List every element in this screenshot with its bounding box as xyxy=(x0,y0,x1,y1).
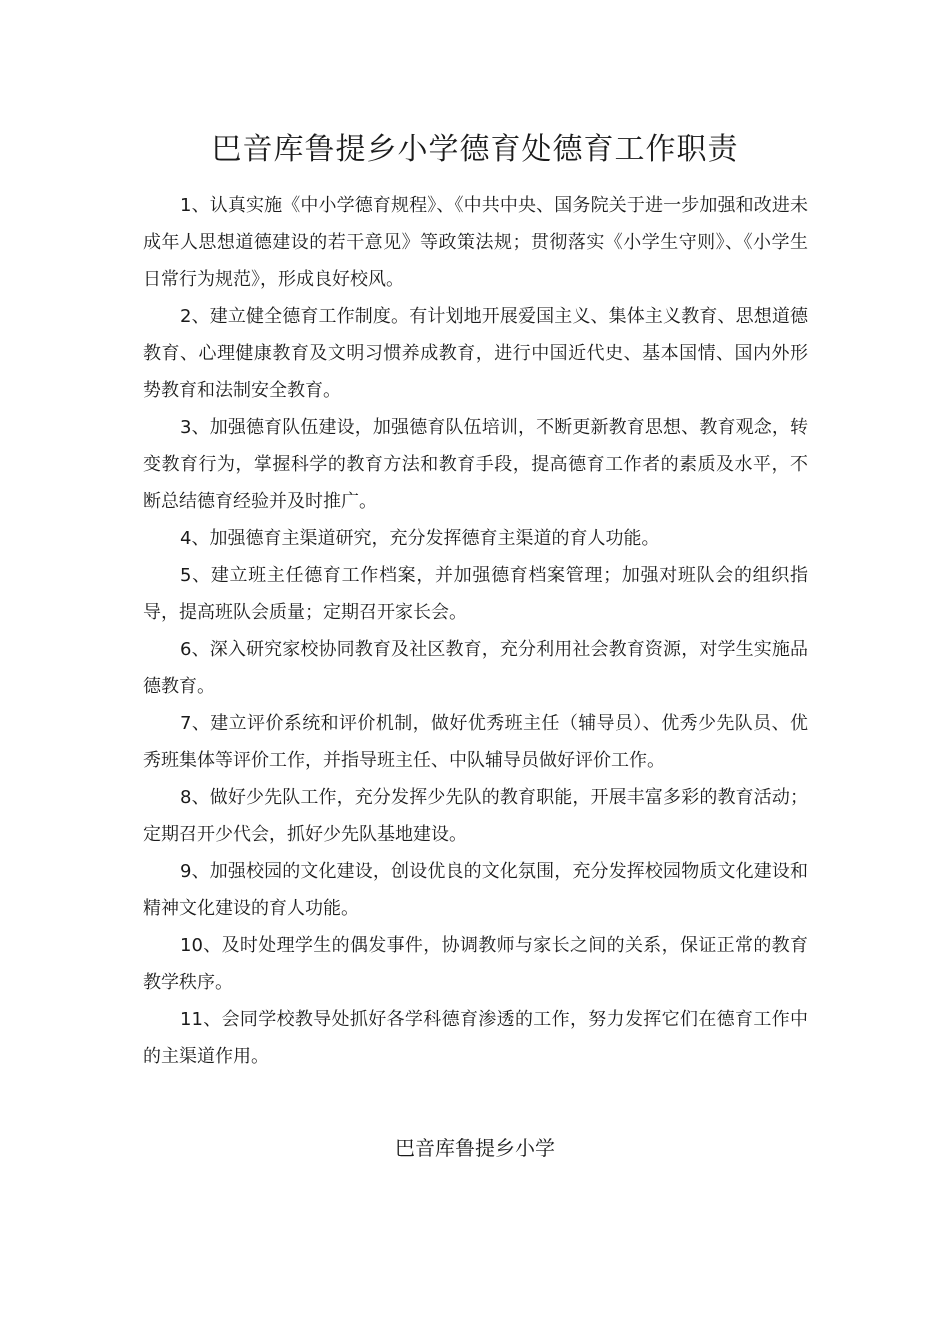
duty-item-4: 4、加强德育主渠道研究，充分发挥德育主渠道的育人功能。 xyxy=(180,528,660,549)
signature-school-name: 巴音库鲁提乡小学 xyxy=(395,1136,555,1160)
duty-item-1: 1、认真实施《中小学德育规程》、《中共中央、国务院关于进一步加强和改进未成年人思想道德建设的若干意见》等政策法规；贯彻落实《小学生守则》、《小学生日常行为规范》，形成良好校风。 xyxy=(143,195,808,290)
duty-item-10: 10、及时处理学生的偶发事件，协调教师与家长之间的关系，保证正常的教育教学秩序。 xyxy=(143,935,808,993)
document-body xyxy=(143,187,808,1075)
duty-item-7: 7、建立评价系统和评价机制，做好优秀班主任（辅导员）、优秀少先队员、优秀班集体等评价工作，并指导班主任、中队辅导员做好评价工作。 xyxy=(143,713,808,771)
duty-item-5: 5、建立班主任德育工作档案，并加强德育档案管理；加强对班队会的组织指导，提高班队会质量；定期召开家长会。 xyxy=(143,565,808,623)
duty-item-3: 3、加强德育队伍建设，加强德育队伍培训，不断更新教育思想、教育观念，转变教育行为，掌握科学的教育方法和教育手段，提高德育工作者的素质及水平，不断总结德育经验并及时推广。 xyxy=(143,417,808,512)
duty-item-9: 9、加强校园的文化建设，创设优良的文化氛围，充分发挥校园物质文化建设和精神文化建设的育人功能。 xyxy=(143,861,808,919)
duty-item-2: 2、建立健全德育工作制度。有计划地开展爱国主义、集体主义教育、思想道德教育、心理健康教育及文明习惯养成教育，进行中国近代史、基本国情、国内外形势教育和法制安全教育。 xyxy=(143,306,808,401)
duty-item-11: 11、会同学校教导处抓好各学科德育渗透的工作，努力发挥它们在德育工作中的主渠道作用。 xyxy=(143,1009,808,1067)
document-title: 巴音库鲁提乡小学德育处德育工作职责 xyxy=(211,132,739,167)
duty-item-6: 6、深入研究家校协同教育及社区教育，充分利用社会教育资源，对学生实施品德教育。 xyxy=(143,639,808,697)
duty-item-8: 8、做好少先队工作，充分发挥少先队的教育职能，开展丰富多彩的教育活动；定期召开少代会，抓好少先队基地建设。 xyxy=(143,787,808,845)
